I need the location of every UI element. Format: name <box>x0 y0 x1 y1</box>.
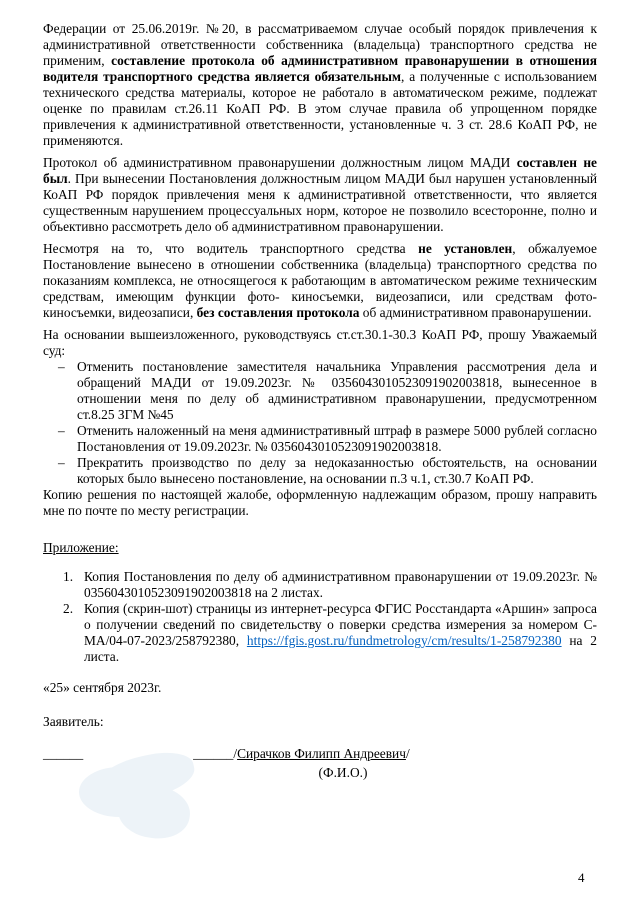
petition-item <box>43 423 597 455</box>
attachment-text: Копия (скрин-шот) страницы из интернет-ресурса ФГИС Росстандарта «Аршин» запроса о получении сведений по свидетельству о поверки средства измерения за номером С-МА/04-07-2023/258792380, <box>84 601 597 648</box>
petition-list <box>43 359 597 487</box>
text-run: , а полученные с использованием технического средства материалы, которое не работало в автоматическом режиме, подлежат оценке по правилам ст.26.11 КоАП РФ. В этом случае правила об упрощенном порядке привлечения к административной ответственности, установленные ч. 3 ст. 28.6 КоАП РФ, не применяются. <box>43 69 597 148</box>
attachments-list <box>43 569 597 665</box>
text-run: , обжалуемое Постановление вынесено в отношении собственника (владельца) транспортного средства по показаниям комплекса, не относящегося к работающим в автоматическом режиме техническим средствам, имеющим функции фото- киносъемки, видеозаписи, или средствам фото- киносъемки, видеозаписи, <box>43 241 597 320</box>
applicant-label: Заявитель: <box>43 714 104 729</box>
text-run-bold: без составления протокола <box>196 305 360 320</box>
petition-text: Отменить наложенный на меня административный штраф в размере 5000 рублей согласно Постановления от 19.09.2023г. № 0356043010523091902003818. <box>77 423 597 454</box>
text-run-bold: составлен не был <box>43 155 597 186</box>
dash-marker: – <box>58 455 65 470</box>
petition-text: Прекратить производство по делу за недоказанностью обстоятельств, на основании которых было вынесено постановление, на основании п.3 ч.1, ст.30.7 КоАП РФ. <box>77 455 597 486</box>
dash-marker: – <box>58 359 65 374</box>
petition-text: Отменить постановление заместителя начальника Управления рассмотрения дела и обращений МАДИ от 19.09.2023г. № 0356043010523091902003818, вынесенное в отношении меня по делу об административном правонарушении, предусмотренном ст.8.25 ЗГМ №45 <box>77 359 597 422</box>
text-run: Федерации от 25.06.2019г. №20, в рассматриваемом случае особый порядок привлечения к административной ответственности собственника (владельца) транспортного средства не применим, <box>43 21 597 68</box>
attachment-text: Копия Постановления по делу об административном правонарушении от 19.09.2023г. № 0356043010523091902003818 на 2 листах. <box>84 569 597 600</box>
slash: / <box>405 746 410 761</box>
dash-marker: – <box>58 423 65 438</box>
signature-blank-left: ______ <box>43 746 84 761</box>
item-number: 2. <box>63 601 74 616</box>
attachment-item <box>43 601 597 665</box>
paragraph-intro <box>43 21 597 149</box>
page-number: 4 <box>578 870 585 885</box>
text-run: Несмотря на то, что водитель транспортного средства <box>43 241 419 256</box>
signature-line <box>43 746 597 762</box>
signature-blank-right: ______ <box>193 746 234 761</box>
text-run: . При вынесении Постановления должностным лицом МАДИ был нарушен установленный КоАП РФ порядок привлечения меня к административной ответственности, что является существенным нарушением процессуальных норм, которое не позволило всесторонне, полно и объективно рассмотреть дело об административном правонарушении. <box>43 171 597 234</box>
paragraph-request-intro: На основании вышеизложенного, руководствуясь ст.ст.30.1-30.3 КоАП РФ, прошу Уважаемый суд: <box>43 327 597 358</box>
document-date: «25» сентября 2023г. <box>43 680 162 695</box>
item-number: 1. <box>63 569 74 584</box>
petition-item <box>43 359 597 423</box>
attachment-item <box>43 569 597 601</box>
fgis-arshin-link[interactable]: https://fgis.gost.ru/fundmetrology/cm/results/1-258792380 <box>246 633 562 648</box>
text-run-bold: не установлен <box>418 241 513 256</box>
attachments-heading: Приложение: <box>43 540 119 555</box>
paragraph-copy-request: Копию решения по настоящей жалобе, оформленную надлежащим образом, прошу направить мне по почте по месту регистрации. <box>43 487 597 518</box>
paragraph-driver <box>43 241 597 321</box>
slash: / <box>233 746 238 761</box>
applicant-name: Сирачков Филипп Андреевич <box>237 746 406 761</box>
attachment-text: на 2 листа. <box>84 633 597 664</box>
paragraph-protocol <box>43 155 597 235</box>
document-body <box>43 21 597 781</box>
fio-caption: (Ф.И.О.) <box>318 765 368 780</box>
text-run: Протокол об административном правонарушении должностным лицом МАДИ <box>43 155 517 170</box>
petition-item <box>43 455 597 487</box>
text-run-bold: составление протокола об административном правонарушении в отношения водителя транспортного средства является обязательным <box>43 53 597 84</box>
text-run: об административном правонарушении. <box>359 305 592 320</box>
